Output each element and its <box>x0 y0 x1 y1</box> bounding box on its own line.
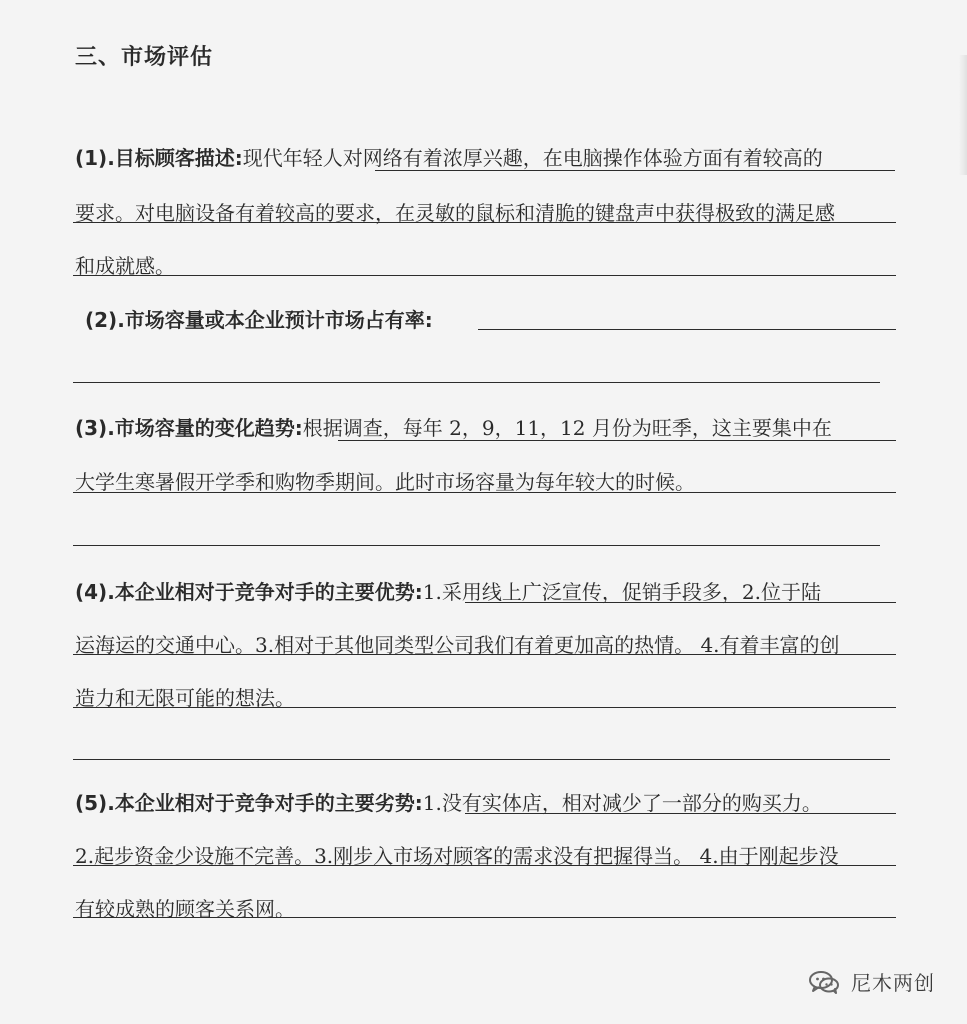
target-customer-text-2: 要求。对电脑设备有着较高的要求，在灵敏的鼠标和清脆的键盘声中获得极致的满足感 <box>75 201 835 225</box>
advantages-label: (4).本企业相对于竞争对手的主要优势: <box>75 580 423 604</box>
market-trend-text-2: 大学生寒暑假开学季和购物季期间。此时市场容量为每年较大的时候。 <box>75 470 695 494</box>
market-share-underline-1 <box>478 329 896 330</box>
disadvantages-text-3: 有较成熟的顾客关系网。 <box>75 897 295 921</box>
advantages-underline-1 <box>465 602 896 603</box>
target-customer-text-3: 和成就感。 <box>75 254 175 278</box>
market-trend-underline-3 <box>73 545 880 546</box>
target-customer-underline-3 <box>73 275 896 276</box>
target-customer-text-1: 现代年轻人对网络有着浓厚兴趣，在电脑操作体验方面有着较高的 <box>242 146 823 170</box>
advantages-underline-4 <box>73 759 890 760</box>
watermark <box>807 967 935 996</box>
advantages-underline-3 <box>73 707 896 708</box>
page-edge-shadow <box>959 55 967 175</box>
disadvantages-underline-2 <box>73 865 896 866</box>
target-customer-underline-2 <box>73 222 896 223</box>
watermark-text: 尼木两创 <box>851 971 935 995</box>
disadvantages-label: (5).本企业相对于竞争对手的主要劣势: <box>75 791 423 815</box>
target-customer-line-1 <box>75 144 823 172</box>
section-title: 三、市场评估 <box>75 45 214 70</box>
target-customer-label: (1).目标顾客描述: <box>75 146 243 170</box>
disadvantages-text-1: 1.没有实体店，相对减少了一部分的购买力。 <box>422 791 822 815</box>
advantages-text-3: 造力和无限可能的想法。 <box>75 686 295 710</box>
market-trend-line-1 <box>75 414 832 442</box>
disadvantages-text-2: 2.起步资金少设施不完善。3.刚步入市场对顾客的需求没有把握得当。 4.由于刚起步没 <box>75 844 839 868</box>
target-customer-underline-1 <box>375 170 895 171</box>
disadvantages-underline-3 <box>73 917 896 918</box>
wechat-icon <box>807 968 843 996</box>
disadvantages-underline-1 <box>465 813 896 814</box>
market-trend-label: (3).市场容量的变化趋势: <box>75 416 303 440</box>
market-share-underline-2 <box>73 382 880 383</box>
market-share-label-text: (2).市场容量或本企业预计市场占有率: <box>85 308 433 332</box>
market-trend-text-1: 根据调查，每年 2，9，11，12 月份为旺季，这主要集中在 <box>302 416 832 440</box>
market-trend-underline-1 <box>338 440 896 441</box>
advantages-text-1: 1.采用线上广泛宣传，促销手段多，2.位于陆 <box>422 580 821 604</box>
market-share-label <box>85 306 433 334</box>
market-trend-underline-2 <box>73 492 896 493</box>
advantages-text-2: 运海运的交通中心。3.相对于其他同类型公司我们有着更加高的热情。 4.有着丰富的创 <box>75 633 840 657</box>
advantages-underline-2 <box>73 654 896 655</box>
